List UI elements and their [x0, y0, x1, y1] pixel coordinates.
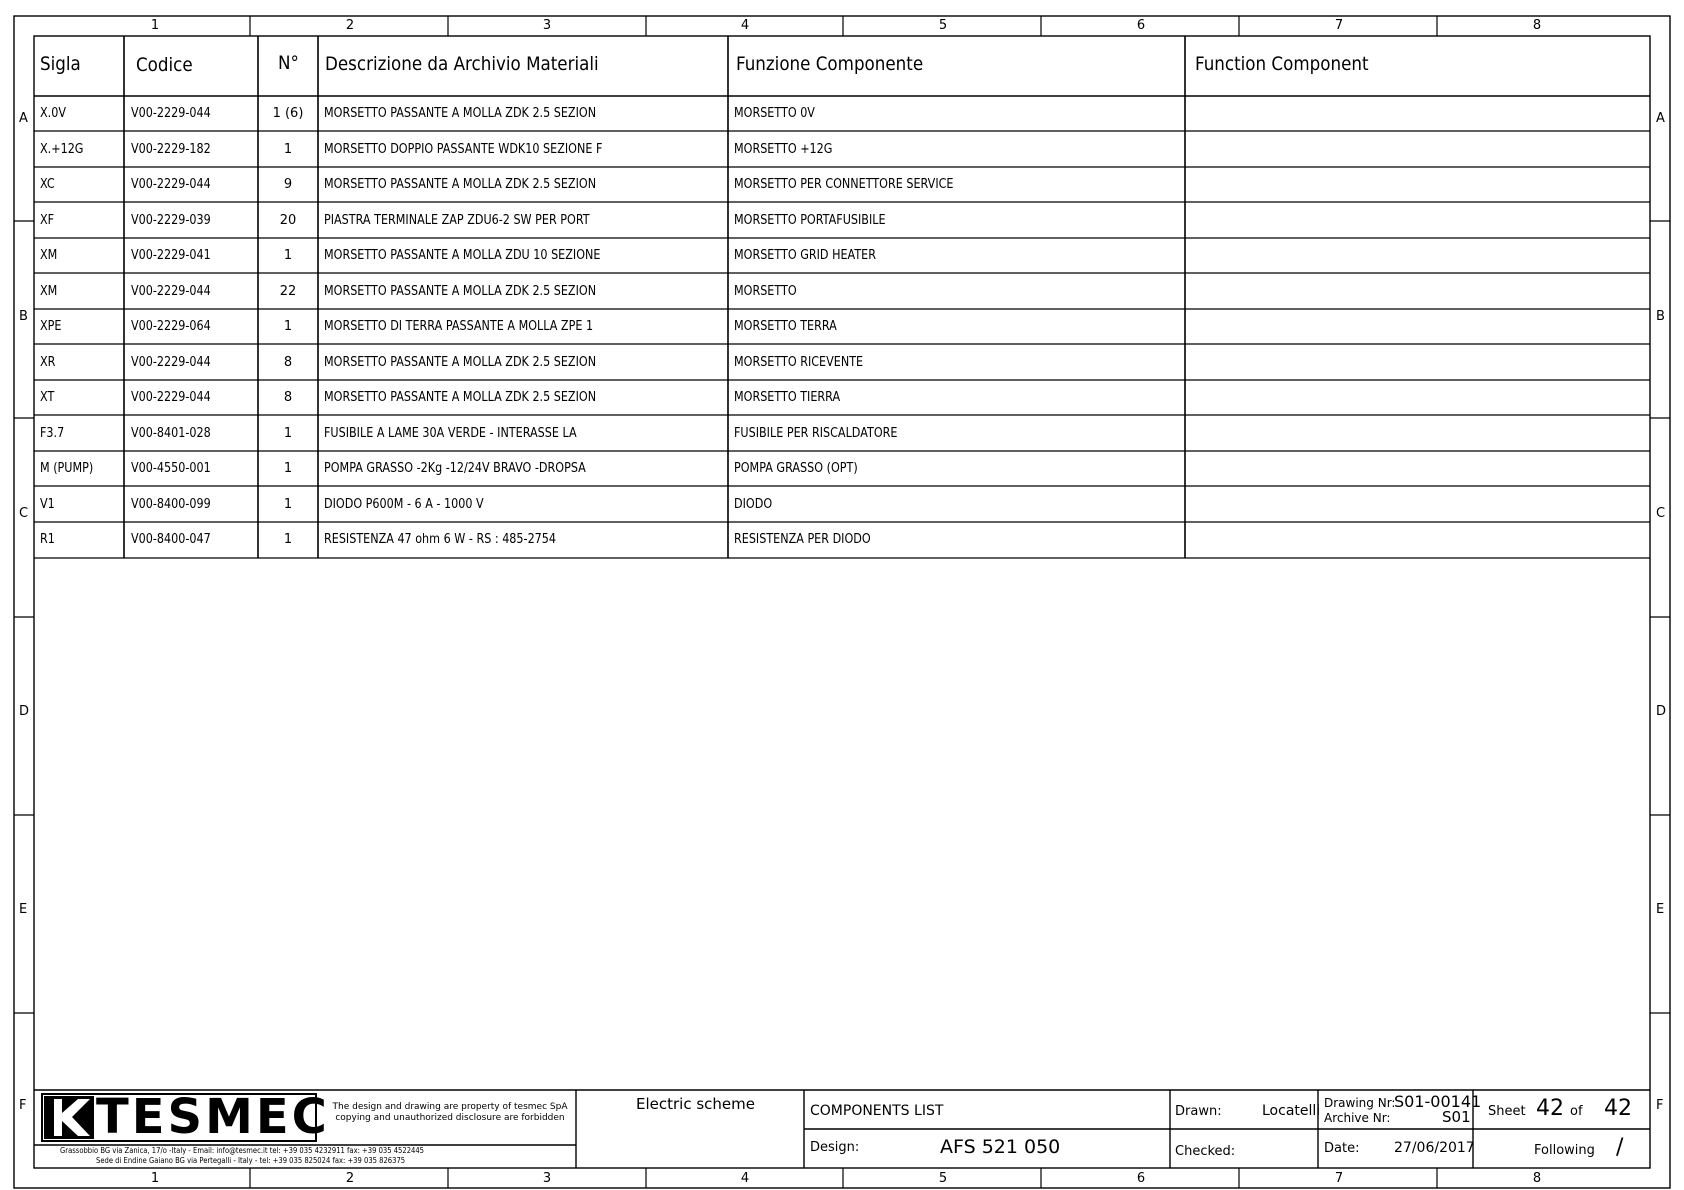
cell-sigla: F3.7: [40, 426, 65, 441]
row-label-c: C: [19, 506, 29, 521]
col-label-7: 7: [1334, 1171, 1344, 1186]
cell-descrizione: PIASTRA TERMINALE ZAP ZDU6-2 SW PER PORT: [324, 213, 590, 228]
header-funzione: Funzione Componente: [736, 53, 924, 75]
cell-codice: V00-8400-047: [131, 532, 211, 547]
col-label-1: 1: [150, 1171, 160, 1186]
cell-sigla: X.0V: [40, 106, 66, 121]
date-value: 27/06/2017: [1394, 1140, 1475, 1156]
cell-sigla: R1: [40, 532, 55, 547]
cell-sigla: V1: [40, 497, 55, 512]
cell-funzione: MORSETTO PORTAFUSIBILE: [734, 213, 886, 228]
row-label-c: C: [1656, 506, 1666, 521]
cell-sigla: XC: [40, 177, 55, 192]
sheet-number: 42: [1536, 1096, 1564, 1121]
col-label-4: 4: [740, 1171, 750, 1186]
cell-codice: V00-8401-028: [131, 426, 211, 441]
cell-quantity: 8: [283, 355, 293, 370]
cell-descrizione: DIODO P600M - 6 A - 1000 V: [324, 497, 484, 512]
cell-descrizione: MORSETTO PASSANTE A MOLLA ZDK 2.5 SEZION: [324, 106, 597, 121]
cell-descrizione: FUSIBILE A LAME 30A VERDE - INTERASSE LA: [324, 426, 577, 441]
col-label-8: 8: [1532, 1171, 1542, 1186]
design-value: AFS 521 050: [940, 1136, 1061, 1158]
property-notice-2: copying and unauthorized disclosure are forbidden: [335, 1113, 565, 1123]
following-value: /: [1616, 1135, 1624, 1160]
cell-funzione: FUSIBILE PER RISCALDATORE: [734, 426, 898, 441]
header-n: N°: [278, 52, 299, 74]
col-label-5: 5: [938, 18, 948, 33]
cell-descrizione: MORSETTO PASSANTE A MOLLA ZDK 2.5 SEZION: [324, 177, 597, 192]
cell-quantity: 1: [283, 426, 293, 441]
row-label-a: A: [19, 111, 28, 126]
header-descrizione: Descrizione da Archivio Materiali: [325, 53, 599, 75]
cell-quantity: 1: [283, 319, 293, 334]
cell-codice: V00-2229-039: [131, 213, 211, 228]
cell-funzione: MORSETTO +12G: [734, 142, 833, 157]
archive-nr-value: S01: [1442, 1108, 1471, 1126]
components-list-title: COMPONENTS LIST: [810, 1103, 944, 1119]
cell-codice: V00-2229-044: [131, 177, 211, 192]
row-label-f: F: [19, 1098, 27, 1113]
row-label-d: D: [19, 704, 30, 719]
cell-sigla: XM: [40, 284, 58, 299]
cell-codice: V00-4550-001: [131, 461, 211, 476]
col-label-3: 3: [542, 1171, 552, 1186]
col-label-8: 8: [1532, 18, 1542, 33]
design-label: Design:: [810, 1140, 860, 1155]
cell-descrizione: POMPA GRASSO -2Kg -12/24V BRAVO -DROPSA: [324, 461, 586, 476]
cell-sigla: XR: [40, 355, 56, 370]
col-label-5: 5: [938, 1171, 948, 1186]
cell-descrizione: MORSETTO DOPPIO PASSANTE WDK10 SEZIONE F: [324, 142, 603, 157]
archive-nr-label: Archive Nr:: [1324, 1111, 1391, 1125]
row-label-d: D: [1656, 704, 1667, 719]
row-label-e: E: [19, 902, 28, 917]
cell-descrizione: MORSETTO DI TERRA PASSANTE A MOLLA ZPE 1: [324, 319, 594, 334]
cell-codice: V00-2229-041: [131, 248, 211, 263]
row-label-a: A: [1656, 111, 1665, 126]
cell-descrizione: MORSETTO PASSANTE A MOLLA ZDK 2.5 SEZION: [324, 284, 597, 299]
cell-quantity: 22: [279, 284, 297, 299]
cell-quantity: 1: [283, 461, 293, 476]
drawing-nr-value: S01-00141: [1394, 1092, 1482, 1111]
cell-funzione: MORSETTO RICEVENTE: [734, 355, 864, 370]
cell-quantity: 1 (6): [272, 106, 304, 121]
cell-quantity: 1: [283, 532, 293, 547]
cell-sigla: XT: [40, 390, 55, 405]
cell-funzione: MORSETTO PER CONNETTORE SERVICE: [734, 177, 954, 192]
cell-quantity: 20: [279, 213, 297, 228]
col-label-7: 7: [1334, 18, 1344, 33]
tesmec-logo-icon: [44, 1096, 94, 1139]
cell-funzione: MORSETTO GRID HEATER: [734, 248, 876, 263]
header-sigla: Sigla: [40, 53, 81, 75]
following-label: Following: [1534, 1143, 1595, 1158]
row-label-b: B: [1656, 309, 1665, 324]
cell-quantity: 1: [283, 497, 293, 512]
cell-descrizione: MORSETTO PASSANTE A MOLLA ZDK 2.5 SEZION: [324, 390, 597, 405]
cell-funzione: MORSETTO 0V: [734, 106, 815, 121]
cell-funzione: MORSETTO: [734, 284, 797, 299]
cell-sigla: X.+12G: [40, 142, 84, 157]
cell-descrizione: MORSETTO PASSANTE A MOLLA ZDU 10 SEZIONE: [324, 248, 601, 263]
cell-funzione: DIODO: [734, 497, 773, 512]
col-label-3: 3: [542, 18, 552, 33]
cell-descrizione: RESISTENZA 47 ohm 6 W - RS : 485-2754: [324, 532, 557, 547]
col-label-6: 6: [1136, 18, 1146, 33]
cell-sigla: XF: [40, 213, 55, 228]
row-label-f: F: [1656, 1098, 1664, 1113]
drawn-label: Drawn:: [1175, 1104, 1222, 1119]
cell-sigla: M (PUMP): [40, 461, 94, 476]
sheet-label: Sheet: [1488, 1104, 1526, 1119]
cell-codice: V00-8400-099: [131, 497, 211, 512]
cell-funzione: POMPA GRASSO (OPT): [734, 461, 858, 476]
cell-quantity: 1: [283, 142, 293, 157]
checked-label: Checked:: [1175, 1144, 1236, 1159]
sheet-total: 42: [1604, 1096, 1632, 1121]
property-notice-1: The design and drawing are property of tesmec SpA: [332, 1102, 568, 1112]
col-label-2: 2: [345, 18, 355, 33]
row-label-e: E: [1656, 902, 1665, 917]
electric-scheme-label: Electric scheme: [636, 1095, 755, 1113]
cell-sigla: XPE: [40, 319, 62, 334]
company-logo: TESMEC: [96, 1089, 330, 1145]
cell-codice: V00-2229-044: [131, 355, 211, 370]
cell-codice: V00-2229-182: [131, 142, 211, 157]
row-label-b: B: [19, 309, 28, 324]
header-function: Function Component: [1195, 53, 1369, 75]
cell-funzione: MORSETTO TIERRA: [734, 390, 841, 405]
col-label-6: 6: [1136, 1171, 1146, 1186]
cell-codice: V00-2229-044: [131, 390, 211, 405]
address-line-1: Grassobbio BG via Zanica, 17/o -Italy - Email: info@tesmec.it tel: +39 035 4232911 fax: +39 035 4522445: [60, 1146, 424, 1155]
col-label-2: 2: [345, 1171, 355, 1186]
address-line-2: Sede di Endine Gaiano BG via Pertegalli - Italy - tel: +39 035 825024 fax: +39 035 826375: [96, 1156, 406, 1165]
header-codice: Codice: [136, 54, 193, 76]
col-label-1: 1: [150, 18, 160, 33]
cell-sigla: XM: [40, 248, 58, 263]
date-label: Date:: [1324, 1141, 1360, 1156]
cell-quantity: 8: [283, 390, 293, 405]
cell-funzione: MORSETTO TERRA: [734, 319, 837, 334]
col-label-4: 4: [740, 18, 750, 33]
drawing-nr-label: Drawing Nr:: [1324, 1096, 1396, 1110]
cell-codice: V00-2229-044: [131, 284, 211, 299]
cell-quantity: 9: [283, 177, 293, 192]
cell-quantity: 1: [283, 248, 293, 263]
cell-descrizione: MORSETTO PASSANTE A MOLLA ZDK 2.5 SEZION: [324, 355, 597, 370]
cell-funzione: RESISTENZA PER DIODO: [734, 532, 871, 547]
drawn-value: Locatelli: [1262, 1103, 1321, 1119]
cell-codice: V00-2229-044: [131, 106, 211, 121]
cell-codice: V00-2229-064: [131, 319, 211, 334]
of-label: of: [1570, 1104, 1583, 1119]
